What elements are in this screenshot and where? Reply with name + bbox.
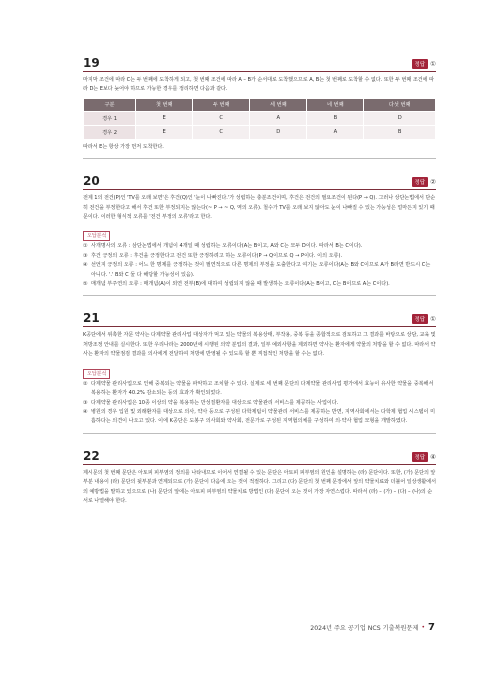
divider [83, 295, 436, 296]
option-text: 선언지 긍정의 오류 : 어느 한 명제를 긍정하는 것이 필연적으로 다른 명제의 부정을 도출한다고 여기는 오류이다(A는 B와 C이므로 A가 B라면 반드시 C는 아니다. '.' B와 C 둘 다 해당할 가능성이 있음). [91, 262, 431, 278]
question-header [83, 310, 436, 327]
table-header-row [84, 98, 436, 111]
table-cell: B [364, 125, 436, 139]
question-22 [83, 448, 436, 507]
explanation-text: 제시문의 첫 번째 문단은 아토피 피부염의 정의를 나타내므로 이어서 연결될 수 있는 문단은 아토피 피부염의 원인을 설명하는 (라) 문단이다. 또한, (가) 문단의 앞부분 내용이 (라) 문단의 뒷부분과 연계되므로 (가) 문단이 다음에 오는 것이 적절하다. 그리고 (다) 문단의 첫 번째 문장에서 앞의 약물치료와 더불어 일상생활에서의 예방법을 말하고 있으므로 (나) 문단의 앞에는 아토피 피부염의 약물치료 방법인 (다) 문단이 오는 것이 가장 자연스럽다. 따라서 (라) – (가) – (다) – (나)의 순서로 나열해야 한다. [83, 469, 436, 504]
table-header-cell: 두 번째 [193, 98, 250, 111]
question-21 [83, 310, 436, 426]
answer-value: ① [430, 60, 436, 68]
question-19 [83, 55, 436, 152]
wrong-answer-analysis-tag: 오답분석 [83, 369, 110, 379]
table-cell: C [193, 125, 250, 139]
list-item [83, 261, 436, 280]
option-text: 병원의 경우 입원 및 외래환자를 대상으로 의사, 약사 등으로 구성된 다학제팀이 약물관리 서비스를 제공하는 반면, 지역사회에서는 다학제 협업 시스템이 미흡하다는 의견이 나오고 있다. 이에 K공단은 도봉구 의사회와 약사회, 전문가로 구성된 지역협의체를 구성하여 의·약사 협업 모형을 개발하였다. [91, 408, 436, 425]
answer-badge [412, 452, 436, 462]
question-number: 21 [83, 311, 100, 326]
conclusion-text: 따라서 E는 항상 가장 먼저 도착한다. [83, 143, 164, 150]
footer-title: 2024년 주요 공기업 NCS 기출복원문제 [310, 625, 419, 632]
table-header-cell: 네 번째 [307, 98, 364, 111]
arrival-order-table [83, 98, 436, 140]
table-cell: D [364, 111, 436, 125]
answer-badge [412, 177, 436, 187]
question-20 [83, 173, 436, 289]
answer-label: 정답 [412, 314, 429, 324]
option-mark: ③ [83, 399, 88, 406]
table-header-cell: 다섯 번째 [364, 98, 436, 111]
answer-badge [412, 59, 436, 69]
option-analysis-list [83, 380, 436, 427]
table-cell: E [136, 111, 193, 125]
explanation-text: 전제 1의 전건(P)인 'TV를 오래 보면'은 후건(Q)인 '눈이 나빠진다.'가 성립하는 충분조건이며, 후건은 전건의 필요조건이 된다(P → Q). 그러나 상단논법에서 단순히 전건을 부정한다고 해서 후건 또한 부정되지는 않는다(~ P → ~ Q, 역의 오류). 철수가 TV를 오래 보지 않아도 눈이 나빠질 수 있는 가능성은 얼마든지 있기 때문이다. 이러한 형식적 오류를 '전건 부정의 오류'라고 한다. [83, 195, 436, 221]
answer-value: ② [430, 178, 436, 187]
list-item [83, 252, 436, 261]
list-item [83, 399, 436, 408]
answer-label: 정답 [412, 59, 429, 69]
wrong-answer-analysis-tag: 오답분석 [83, 231, 110, 241]
option-mark: ① [83, 243, 88, 250]
option-mark: ⑤ [83, 281, 88, 288]
answer-badge [412, 314, 436, 324]
answer-value: ① [430, 315, 436, 324]
list-item [83, 242, 436, 251]
table-cell: E [136, 125, 193, 139]
answer-label: 정답 [412, 177, 429, 187]
answer-value: ④ [430, 452, 436, 461]
option-mark: ④ [83, 408, 88, 415]
explanation-text: 마지막 조건에 따라 C는 두 번째에 도착하게 되고, 첫 번째 조건에 따라 A – B가 순서대로 도착했으므로 A, B는 첫 번째로 도착할 수 없다. 또한 두 번째 조건에 따라 D는 E보다 늦어야 하므로 가능한 경우를 정리하면 다음과 같다. [83, 77, 434, 93]
page-number: 7 [428, 622, 435, 633]
option-text: 다제약물 관리사업으로 인해 중복되는 약물을 파악하고 조치할 수 있다. 실제로 세 번째 문단의 다제약물 관리사업 평가에서 효능이 유사한 약물을 중복해서 복용하는 환자가 40.2% 감소되는 등의 효과가 확인되었다. [91, 380, 434, 397]
option-analysis-list [83, 242, 436, 289]
table-cell: A [250, 111, 307, 125]
option-text: 다제약물 관리사업은 10종 이상의 약을 복용하는 만성질환자를 대상으로 약물관리 서비스를 제공하는 사업이다. [91, 399, 339, 406]
page-content [83, 55, 436, 506]
question-header [83, 448, 436, 465]
bullet-icon: • [421, 624, 426, 631]
question-number: 20 [83, 174, 100, 189]
list-item [83, 408, 436, 427]
table-cell: A [307, 125, 364, 139]
question-header [83, 55, 436, 72]
table-cell: 경우 1 [84, 111, 136, 125]
table-row [84, 125, 436, 139]
table-header-cell: 세 번째 [250, 98, 307, 111]
table-cell: 경우 2 [84, 125, 136, 139]
question-header [83, 173, 436, 190]
question-number: 19 [83, 56, 100, 70]
table-cell: D [250, 125, 307, 139]
answer-label: 정답 [412, 452, 429, 462]
option-text: 사개명사의 오류 : 삼단논법에서 개념이 4개일 때 성립하는 오류이다(A는 B이고, A와 C는 모두 D이다. 따라서 B는 C이다). [91, 243, 363, 250]
table-header-cell: 구분 [84, 98, 136, 111]
divider [83, 158, 436, 159]
table-cell: C [193, 111, 250, 125]
question-number: 22 [83, 448, 100, 463]
table-header-cell: 첫 번째 [136, 98, 193, 111]
page-footer [310, 622, 435, 633]
option-mark: ③ [83, 252, 88, 259]
table-row [84, 111, 436, 125]
option-mark: ② [83, 380, 88, 387]
list-item [83, 380, 436, 399]
option-text: 매개념 부주연의 오류 : 매개념(A)이 외연 전부(B)에 대하여 성립되지 않을 때 발생하는 오류이다(A는 B이고, C는 B이므로 A는 C이다). [91, 281, 390, 288]
divider [83, 433, 436, 434]
list-item [83, 280, 436, 289]
table-cell: B [307, 111, 364, 125]
option-text: 후건 긍정의 오류 : 후건을 긍정한다고 전건 또한 긍정하려고 하는 오류이다(P → Q이므로 Q → P이다. 이의 오류). [91, 252, 343, 259]
explanation-text: K공단에서 위촉한 자문 약사는 다제약물 관리사업 대상자가 먹고 있는 약물의 복용상태, 부작용, 중복 등을 종합적으로 검토하고 그 결과를 바탕으로 상담, 교육 및 처방조정 안내를 실시한다. 또한 우리나라는 2000년에 시행된 의약 분업의 결과, 일부 예외사항을 제외하면 약사는 환자에게 약물의 처방을 할 수 없다. 따라서 약사는 환자의 약물점검 결과를 의사에게 전달하여 처방에 반영될 수 있도록 할 뿐 직접적인 처방을 할 수는 없다. [83, 332, 436, 358]
option-mark: ④ [83, 262, 88, 269]
